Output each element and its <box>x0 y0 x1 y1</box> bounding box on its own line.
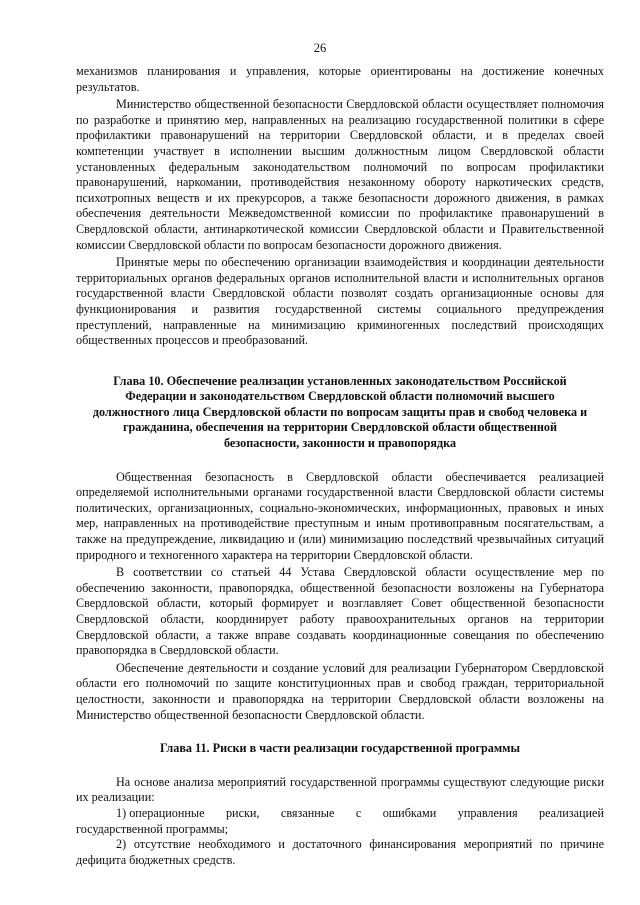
paragraph-intro-continuation: механизмов планирования и управления, которые ориентированы на достижение конечных результатов. <box>76 64 604 94</box>
paragraph-risks-intro: На основе анализа мероприятий государственной программы существуют следующие риски их реализации: <box>76 774 604 805</box>
risk-item-2: 2) отсутствие необходимого и достаточного финансирования мероприятий по причине дефицита бюджетных средств. <box>76 837 604 867</box>
paragraph-charter-article-44: В соответствии со статьей 44 Устава Свердловской области осуществление мер по обеспечению законности, правопорядка, общественной безопасности возложены на Губернатора Свердловской области, который формирует и возглавляет Совет общественной безопасности Свердловской области, координирует работу правоохранительных органов на территории Свердловской области, а также вправе создавать координационные совещания по обеспечению правопорядка в Свердловской области. <box>76 565 604 658</box>
paragraph-public-safety: Общественная безопасность в Свердловской области обеспечивается реализацией определяемой исполнительными органами государственной власти Свердловской области системы политических, организационных, социально-экономических, информационных, правовых и иных мер, направленных на противодействие преступным и иным противоправным посягательствам, а также на предупреждение, ликвидацию и (или) минимизацию последствий чрезвычайных ситуаций природного и техногенного характера на территории Свердловской области. <box>76 469 604 562</box>
risk-item-1-continuation: государственной программы; <box>76 821 229 836</box>
document-body <box>76 64 604 868</box>
list-word: управления <box>457 805 518 820</box>
risk-item-1-first-line <box>76 806 604 822</box>
chapter-10-heading: Глава 10. Обеспечение реализации установленных законодательством Российской Федерации и законодательством Свердловской области полномочий высшего должностного лица Свердловской области по вопросам защиты прав и свобод человека и гражданина, обеспечения на территории Свердловской области общественной безопасности, законности и правопорядка <box>92 373 588 451</box>
list-word: риски, <box>225 805 260 820</box>
paragraph-coordination-measures: Принятые меры по обеспечению организации взаимодействия и координации деятельности территориальных органов федеральных органов исполнительной власти и исполнительных органов государственной власти Свердловской области позволят создать организационные основы для функционирования и развития государственной системы социального предупреждения преступлений, направленные на минимизацию криминогенных последствий происходящих общественных процессов и преобразований. <box>76 255 604 348</box>
list-word: с <box>355 805 362 820</box>
page-number: 26 <box>313 41 327 55</box>
chapter-11-heading: Глава 11. Риски в части реализации государственной программы <box>160 741 520 756</box>
list-word: реализацией <box>539 805 604 820</box>
list-word: ошибками <box>382 805 437 820</box>
list-word: связанные <box>280 805 335 820</box>
paragraph-governor-powers: Обеспечение деятельности и создание условий для реализации Губернатором Свердловской области его полномочий по защите конституционных прав и свобод граждан, территориальной целостности, законности и правопорядка на территории Свердловской области возложены на Министерство общественной безопасности Свердловской области. <box>76 660 604 722</box>
paragraph-ministry-powers: Министерство общественной безопасности Свердловской области осуществляет полномочия по разработке и принятию мер, направленных на реализацию государственной политики в сфере профилактики правонарушений на территории Свердловской области, и в пределах своей компетенции участвует в исполнении высшим должностным лицом Свердловской области установленных федеральным законодательством полномочий по вопросам профилактики правонарушений, наркомании, противодействия незаконному обороту наркотических средств, психотропных веществ и их прекурсоров, а также безопасности дорожного движения, в рамках обеспечения деятельности Межведомственной комиссии по профилактике правонарушений в Свердловской области, антинаркотической комиссии Свердловской области и Правительственной комиссии Свердловской области по вопросам безопасности дорожного движения. <box>76 97 604 252</box>
list-word: 1) операционные <box>116 805 205 820</box>
